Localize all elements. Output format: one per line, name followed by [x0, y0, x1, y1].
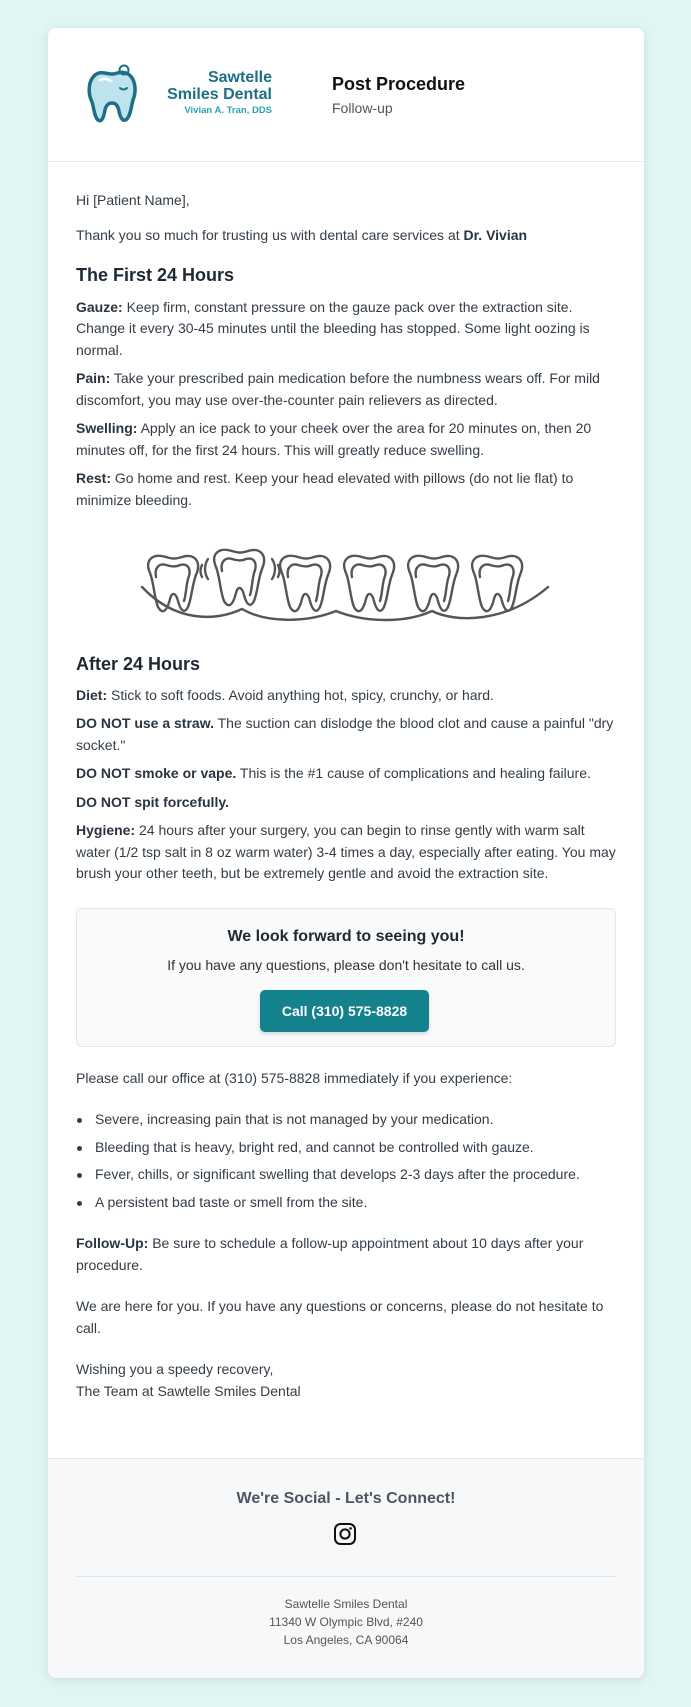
address-line-1: Sawtelle Smiles Dental [284, 1597, 408, 1611]
cta-subtitle: If you have any questions, please don't hesitate to call us. [167, 956, 525, 973]
instruction-swelling: Swelling: Apply an ice pack to your cheek over the area for 20 minutes on, then 20 minutes off, for the first 24 hours. This will greatly reduce swelling. [76, 420, 592, 458]
list-item: Fever, chills, or significant swelling that develops 2-3 days after the procedure. [76, 1164, 616, 1186]
instruction-hygiene: Hygiene: 24 hours after your surgery, you can begin to rinse gently with warm salt water (1/2 tsp salt in 8 oz warm water) 3-4 times a day, especially after eating. You may brush your other teeth, but be extremely gentle and avoid the extraction site. [76, 822, 616, 881]
email-body [48, 190, 644, 1402]
warning-intro: Please call our office at (310) 575-8828 immediately if you experience: [76, 1069, 513, 1086]
section-heading-first-24: The First 24 Hours [76, 265, 235, 285]
teeth-illustration [76, 539, 616, 639]
instruction-straw: DO NOT use a straw. The suction can dislodge the blood clot and cause a painful "dry socket." [76, 715, 614, 753]
closing-signature: The Team at Sawtelle Smiles Dental [76, 1382, 301, 1399]
list-item: Severe, increasing pain that is not managed by your medication. [76, 1109, 616, 1131]
instruction-rest: Rest: Go home and rest. Keep your head elevated with pillows (do not lie flat) to minimize bleeding. [76, 470, 574, 508]
tooth-logo-icon [84, 62, 142, 124]
instagram-icon[interactable] [333, 1522, 357, 1546]
footer-address [48, 1595, 644, 1649]
closing-wish: Wishing you a speedy recovery, [76, 1361, 274, 1377]
social-title: We're Social - Let's Connect! [236, 1490, 456, 1507]
section-heading-after-24: After 24 Hours [76, 654, 201, 674]
address-line-3: Los Angeles, CA 90064 [283, 1633, 409, 1647]
thanks-text: Thank you so much for trusting us with dental care services at Dr. Vivian [76, 226, 528, 243]
brand-name-line1: Sawtelle [207, 69, 272, 86]
support-text: We are here for you. If you have any questions or concerns, please do not hesitate to call. [76, 1298, 604, 1336]
list-item: A persistent bad taste or smell from the site. [76, 1192, 616, 1214]
warning-list [76, 1109, 616, 1213]
email-card [48, 28, 644, 1678]
email-subtitle: Follow-up [332, 100, 393, 116]
email-title: Post Procedure [332, 74, 466, 94]
address-line-2: 11340 W Olympic Blvd, #240 [269, 1615, 423, 1629]
doctor-name: Dr. Vivian [463, 226, 528, 243]
instruction-diet: Diet: Stick to soft foods. Avoid anything hot, spicy, crunchy, or hard. [76, 686, 494, 703]
list-item: Bleeding that is heavy, bright red, and cannot be controlled with gauze. [76, 1137, 616, 1159]
instruction-gauze: Gauze: Keep firm, constant pressure on the gauze pack over the extraction site. Change it every 30-45 minutes until the bleeding has stopped. Some light oozing is normal. [76, 298, 590, 358]
brand-name-line2: Smiles Dental [167, 86, 272, 103]
email-footer [48, 1458, 644, 1678]
cta-title: We look forward to seeing you! [227, 927, 465, 945]
teeth-icon [136, 539, 556, 635]
logo [84, 62, 274, 124]
greeting: Hi [Patient Name], [76, 192, 190, 208]
instruction-pain: Pain: Take your prescribed pain medication before the numbness wears off. For mild discomfort, you may use over-the-counter pain relievers as directed. [76, 370, 600, 408]
cta-box [76, 908, 616, 1047]
footer-divider [76, 1576, 616, 1577]
brand-doctor-name: Vivian A. Tran, DDS [184, 105, 272, 116]
email-header [48, 28, 644, 162]
instruction-smoke: DO NOT smoke or vape. This is the #1 cause of complications and healing failure. [76, 765, 591, 781]
call-button[interactable]: Call (310) 575-8828 [260, 990, 429, 1032]
follow-up-text: Follow-Up: Be sure to schedule a follow-up appointment about 10 days after your procedure. [76, 1235, 584, 1273]
instruction-spit: DO NOT spit forcefully. [76, 793, 229, 810]
